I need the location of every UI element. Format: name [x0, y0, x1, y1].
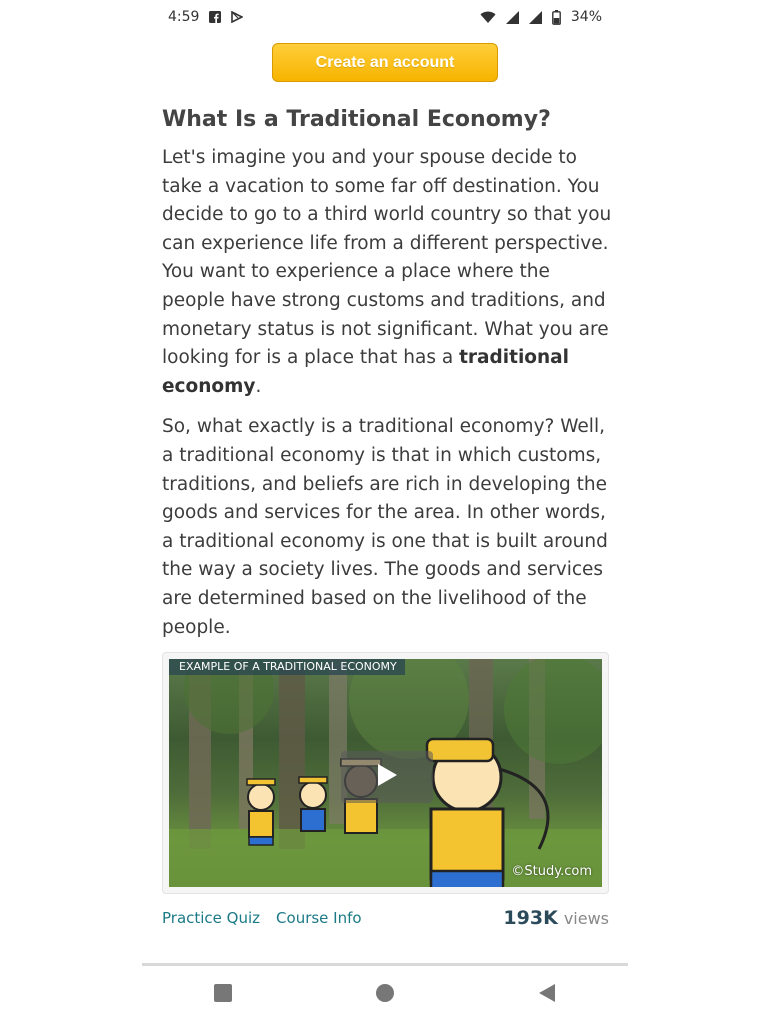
article	[162, 104, 612, 642]
signal-icon	[506, 11, 519, 24]
watermark-copyright-icon: ©	[511, 864, 525, 879]
views-counter	[503, 907, 609, 929]
back-button[interactable]	[527, 975, 567, 1015]
bold-term: traditional economy	[162, 347, 570, 397]
article-paragraph-1	[162, 144, 612, 401]
video-links	[162, 909, 362, 927]
back-triangle-icon	[537, 983, 557, 1007]
status-time: 4:59	[168, 9, 200, 25]
play-button[interactable]	[341, 751, 433, 803]
video-links-row	[162, 904, 609, 932]
battery-percent: 34%	[570, 9, 602, 25]
video-card[interactable]	[162, 652, 609, 894]
recents-button[interactable]	[203, 975, 243, 1015]
wifi-icon	[480, 11, 496, 24]
practice-quiz-link[interactable]: Practice Quiz	[162, 909, 261, 927]
cta-container	[272, 43, 498, 82]
battery-icon	[552, 10, 561, 25]
status-left	[168, 9, 243, 25]
page-title: What Is a Traditional Economy?	[162, 107, 551, 132]
video-banner: EXAMPLE OF A TRADITIONAL ECONOMY	[169, 659, 405, 675]
facebook-icon	[209, 11, 221, 23]
home-button[interactable]	[365, 975, 405, 1015]
course-info-link[interactable]: Course Info	[276, 909, 362, 927]
create-account-button[interactable]: Create an account	[272, 43, 498, 82]
status-right	[480, 9, 602, 25]
video-thumbnail[interactable]	[169, 659, 602, 887]
views-label: views	[563, 909, 609, 928]
system-nav-bar	[142, 966, 628, 1024]
article-paragraph-2: So, what exactly is a traditional economy? Well, a traditional economy is that in which customs, traditions, and beliefs are rich in developing the goods and services for the area. In other words, a traditional economy is one that is built around the way a society lives. The goods and services are determined based on the livelihood of the people.	[162, 416, 608, 638]
home-circle-icon	[375, 983, 395, 1007]
paragraph-text: Let's imagine you and your spouse decide to take a vacation to some far off destination. You decide to go to a third world country so that you can experience life from a different perspective. You want to experience a place where the people have strong customs and traditions, and monetary status is not significant. What you are looking for is a place that has a	[162, 147, 612, 369]
signal-icon	[529, 11, 542, 24]
views-count: 193K	[503, 907, 558, 929]
play-store-icon	[231, 11, 243, 23]
watermark-text: Study.com	[524, 864, 592, 879]
play-icon	[376, 763, 398, 791]
paragraph-text-end: .	[255, 375, 262, 397]
status-bar	[0, 0, 768, 34]
recents-square-icon	[213, 983, 233, 1007]
studycom-watermark	[511, 864, 592, 879]
